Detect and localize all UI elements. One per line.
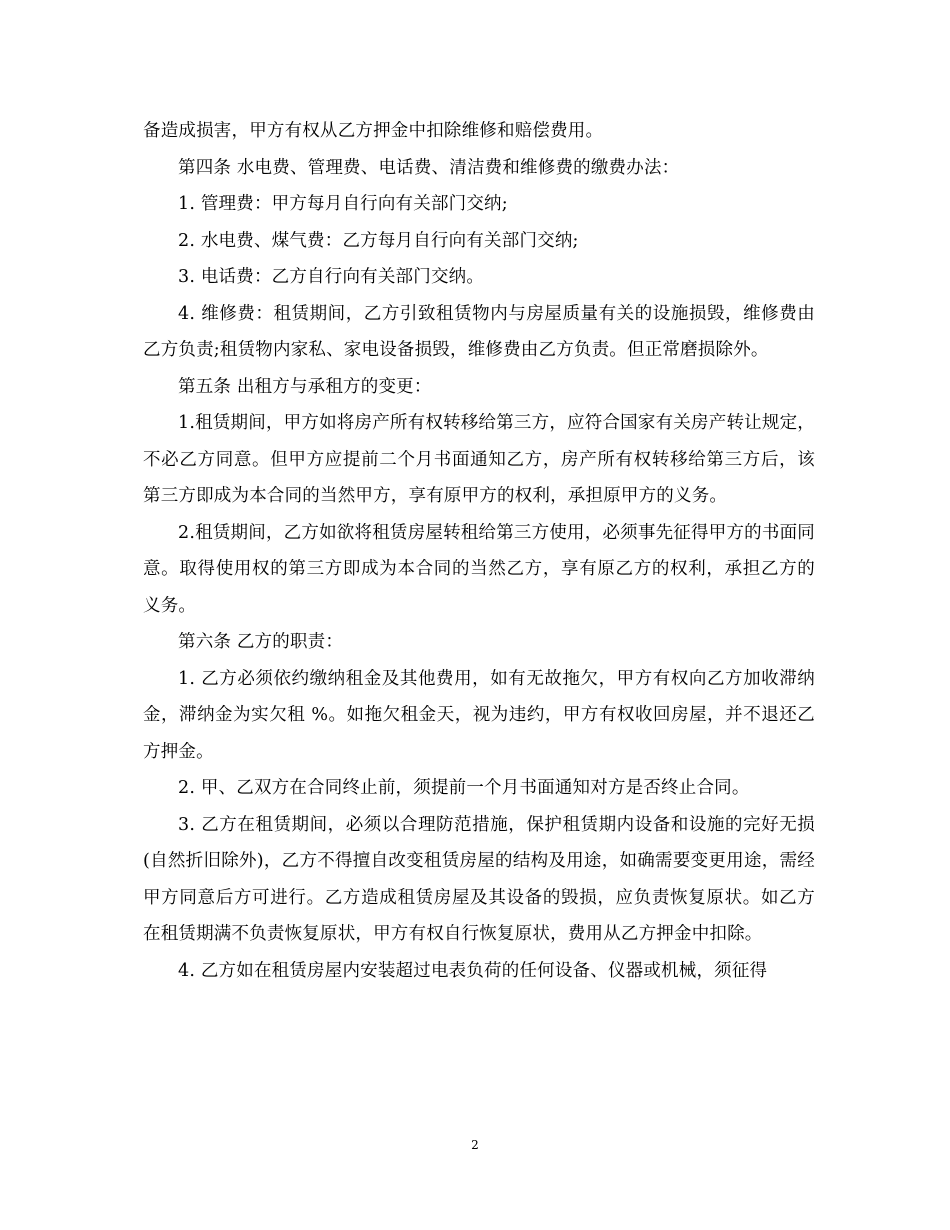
list-item: 3. 乙方在租赁期间，必须以合理防范措施，保护租赁期内设备和设施的完好无损(自然折旧除外)，乙方不得擅自改变租赁房屋的结构及用途，如确需要变更用途，需经甲方同意后方可进行。乙方造成租赁房屋及其设备的毁损，应负责恢复原状。如乙方在租赁期满不负责恢复原状，甲方有权自行恢复原状，费用从乙方押金中扣除。: [143, 814, 815, 944]
list-item: 1.租赁期间，甲方如将房产所有权转移给第三方，应符合国家有关房产转让规定，不必乙方同意。但甲方应提前二个月书面通知乙方，房产所有权转移给第三方后，该第三方即成为本合同的当然甲方，享有原甲方的权利，承担原甲方的义务。: [143, 413, 815, 506]
paragraph: 备造成损害，甲方有权从乙方押金中扣除维修和赔偿费用。: [143, 121, 604, 141]
list-item: 2. 水电费、煤气费：乙方每月自行向有关部门交纳;: [178, 230, 579, 251]
list-item: 4. 乙方如在租赁房屋内安装超过电表负荷的任何设备、仪器或机械，须征得: [178, 960, 768, 981]
list-item: 4. 维修费：租赁期间，乙方引致租赁物内与房屋质量有关的设施损毁，维修费由乙方负责;租赁物内家私、家电设备损毁，维修费由乙方负责。但正常磨损除外。: [143, 303, 815, 360]
list-item: 2.租赁期间，乙方如欲将租赁房屋转租给第三方使用，必须事先征得甲方的书面同意。取得使用权的第三方即成为本合同的当然乙方，享有原乙方的权利，承担乙方的义务。: [143, 522, 815, 616]
article-heading: 第五条 出租方与承租方的变更：: [178, 376, 432, 397]
document-body: [143, 113, 815, 989]
list-item: 2. 甲、乙双方在合同终止前，须提前一个月书面通知对方是否终止合同。: [178, 778, 750, 798]
list-item: 3. 电话费：乙方自行向有关部门交纳。: [178, 267, 485, 287]
article-heading: 第六条 乙方的职责：: [178, 632, 344, 652]
page-number: 2: [471, 1138, 479, 1152]
list-item: 1. 乙方必须依约缴纳租金及其他费用，如有无故拖欠，甲方有权向乙方加收滞纳金，滞纳金为实欠租 %。如拖欠租金天，视为违约，甲方有权收回房屋，并不退还乙方押金。: [143, 668, 815, 762]
article-heading: 第四条 水电费、管理费、电话费、清洁费和维修费的缴费办法：: [178, 157, 680, 178]
list-item: 1. 管理费：甲方每月自行向有关部门交纳;: [178, 194, 508, 214]
